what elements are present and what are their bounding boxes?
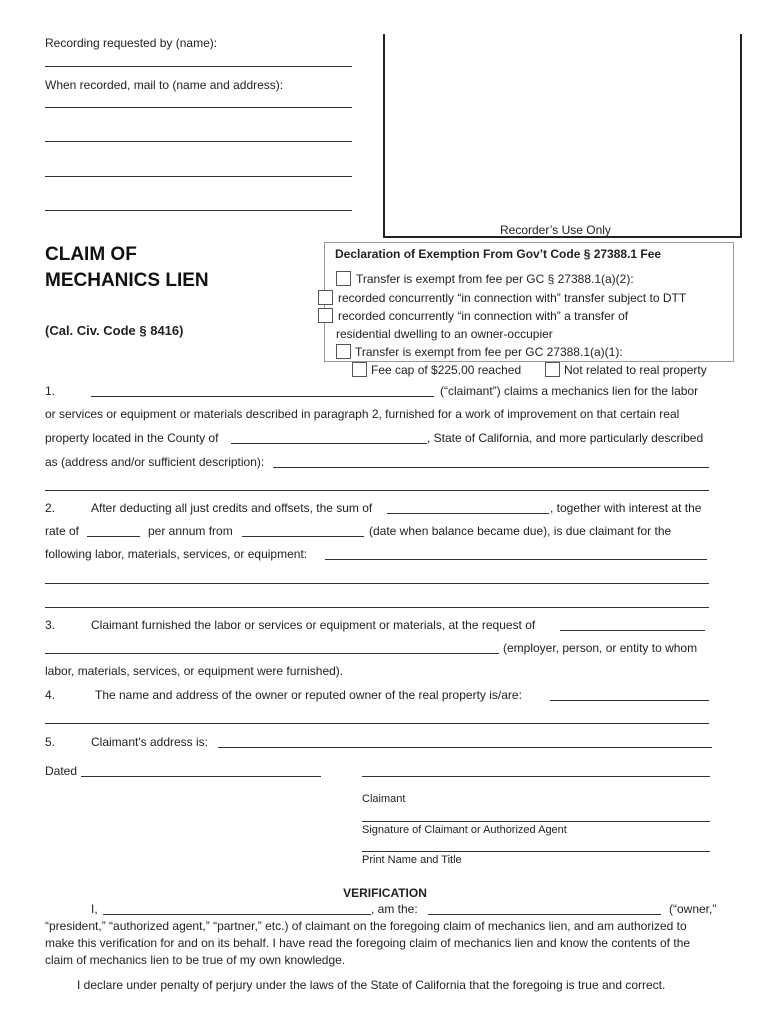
labor-line-3[interactable]: [45, 607, 709, 608]
owner-occupier-checkbox[interactable]: [318, 308, 333, 323]
claimant-label: Claimant: [362, 793, 406, 805]
verification-am-the: , am the:: [371, 902, 418, 916]
not-real-property-checkbox[interactable]: [545, 362, 560, 377]
mail-line-4[interactable]: [45, 210, 352, 211]
p3-text-c: labor, materials, services, or equipment were furnished).: [45, 664, 344, 678]
p2-rate-label: rate of: [45, 524, 80, 538]
owner-line-2[interactable]: [45, 723, 709, 724]
exempt-a2-checkbox[interactable]: [336, 271, 351, 286]
requester-line-1[interactable]: [560, 630, 705, 631]
p5-text-a: Claimant's address is:: [91, 735, 208, 749]
p1-county-label: property located in the County of: [45, 431, 219, 445]
title-line-2: MECHANICS LIEN: [45, 270, 209, 291]
fee-cap-checkbox[interactable]: [352, 362, 367, 377]
owner-line-1[interactable]: [550, 700, 709, 701]
recorder-box-right-border: [740, 34, 742, 237]
not-real-property-label: Not related to real property: [564, 363, 707, 377]
dtt-checkbox[interactable]: [318, 290, 333, 305]
signature-label: Signature of Claimant or Authorized Agent: [362, 824, 567, 836]
civil-code-ref: (Cal. Civ. Code § 8416): [45, 323, 184, 338]
description-line-1[interactable]: [273, 467, 709, 468]
p2-text-a1: After deducting all just credits and offsets, the sum of: [91, 501, 373, 515]
verification-line-4: claim of mechanics lien to be true of my own knowledge.: [45, 953, 346, 967]
fee-cap-label: Fee cap of $225.00 reached: [371, 363, 522, 377]
p2-text-a2: , together with interest at the: [550, 501, 702, 515]
verifier-title-line[interactable]: [428, 914, 661, 915]
p5-number: 5.: [45, 735, 56, 749]
p4-text-a: The name and address of the owner or reputed owner of the real property is/are:: [95, 688, 522, 702]
description-line-2[interactable]: [45, 490, 709, 491]
p1-text-c2: , State of California, and more particularly described: [427, 431, 704, 445]
recording-name-line[interactable]: [45, 66, 352, 67]
rate-line[interactable]: [87, 536, 140, 537]
labor-line-2[interactable]: [45, 583, 709, 584]
verification-line-3: make this verification for and on its behalf. I have read the foregoing claim of mechanics lien and know the contents of the: [45, 936, 691, 950]
print-name-label: Print Name and Title: [362, 854, 462, 866]
p2-per-annum-label: per annum from: [148, 524, 233, 538]
p3-text-a: Claimant furnished the labor or services or equipment or materials, at the request of: [91, 618, 536, 632]
p2-text-c: following labor, materials, services, or equipment:: [45, 547, 308, 561]
county-line[interactable]: [231, 443, 427, 444]
mail-line-1[interactable]: [45, 107, 352, 108]
dated-label: Dated: [45, 764, 78, 778]
claimant-address-line[interactable]: [218, 747, 712, 748]
p1-number: 1.: [45, 384, 56, 398]
claimant-line[interactable]: [362, 776, 710, 777]
exempt-a2-label: Transfer is exempt from fee per GC § 27388.1(a)(2):: [356, 272, 634, 286]
signature-line[interactable]: [362, 821, 710, 822]
exempt-a1-label: Transfer is exempt from fee per GC 27388.1(a)(1):: [355, 345, 623, 359]
p1-text-b: or services or equipment or materials described in paragraph 2, furnished for a work of improvement on that certain real: [45, 407, 680, 421]
p4-number: 4.: [45, 688, 56, 702]
print-name-line[interactable]: [362, 851, 710, 852]
recorders-use-label: Recorder’s Use Only: [500, 223, 611, 237]
mail-to-label: When recorded, mail to (name and address):: [45, 78, 284, 92]
labor-line-1[interactable]: [325, 559, 707, 560]
verification-i: I,: [91, 902, 98, 916]
exemption-heading: Declaration of Exemption From Gov’t Code § 27388.1 Fee: [335, 247, 662, 261]
p2-text-b3: (date when balance became due), is due claimant for the: [369, 524, 672, 538]
owner-occupier-label: recorded concurrently “in connection with” a transfer of: [338, 309, 629, 323]
title-line-1: CLAIM OF: [45, 244, 137, 265]
p1-text-a: (“claimant”) claims a mechanics lien for the labor: [440, 384, 699, 398]
claimant-name-line[interactable]: [91, 396, 434, 397]
verification-owner: (“owner,”: [669, 902, 717, 916]
sum-line[interactable]: [387, 513, 549, 514]
p3-number: 3.: [45, 618, 56, 632]
exempt-a1-checkbox[interactable]: [336, 344, 351, 359]
owner-occupier-label-cont: residential dwelling to an owner-occupier: [336, 327, 553, 341]
mail-line-3[interactable]: [45, 176, 352, 177]
recording-requested-label: Recording requested by (name):: [45, 36, 218, 50]
dtt-label: recorded concurrently “in connection with” transfer subject to DTT: [338, 291, 687, 305]
verification-heading: VERIFICATION: [343, 886, 427, 900]
recorder-box-left-border: [383, 34, 385, 237]
p2-number: 2.: [45, 501, 56, 515]
p3-text-b: (employer, person, or entity to whom: [503, 641, 698, 655]
verification-declaration: I declare under penalty of perjury under the laws of the State of California that the foregoing is true and correct.: [77, 978, 666, 992]
date-due-line[interactable]: [242, 536, 364, 537]
verification-line-2: “president,” “authorized agent,” “partner,” etc.) of claimant on the foregoing claim of mechanics lien, and am authorized to: [45, 919, 687, 933]
requester-line-2[interactable]: [45, 653, 499, 654]
verifier-name-line[interactable]: [103, 914, 371, 915]
p1-description-label: as (address and/or sufficient description):: [45, 455, 265, 469]
mail-line-2[interactable]: [45, 141, 352, 142]
dated-line[interactable]: [81, 776, 321, 777]
